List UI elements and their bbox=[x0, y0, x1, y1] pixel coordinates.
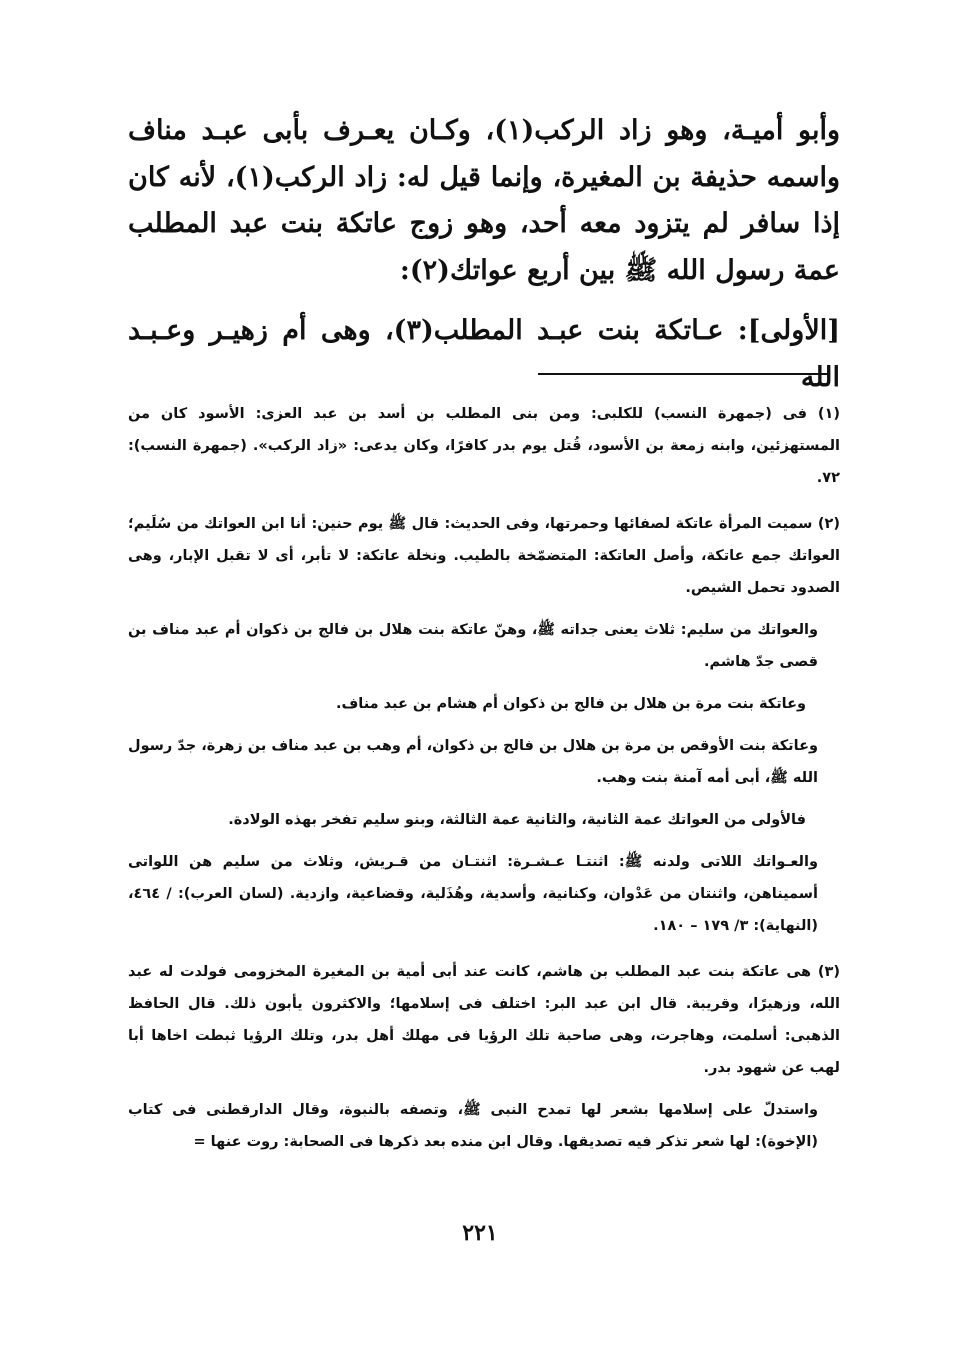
page-number: ٢٢١ bbox=[462, 1220, 498, 1246]
main-text bbox=[128, 108, 840, 401]
footnote-2-continuation: وعاتكة بنت الأوقص بن مرة بن هلال بن فالج بن ذكوان، أم وهب بن عبد مناف بن زهرة، جدّ رسول الله ﷺ، أبى أمه آمنة بنت وهب. bbox=[128, 738, 818, 786]
footnote-2-continuation: وعاتكة بنت مرة بن هلال بن فالج بن ذكوان أم هشام بن عبد مناف. bbox=[335, 696, 806, 712]
main-paragraph-1: وأبو أميـة، وهو زاد الركب(١)، وكـان يعـرف بأبى عبـد مناف واسمه حذيفة بن المغيرة، وإنما قيل له: زاد الركب(١)، لأنه كان إذا سافر لم يتزود معه أحد، وهو زوج عاتكة بنت عبد المطلب عمة رسول الله ﷺ بين أربع عواتك(٢): bbox=[128, 115, 841, 286]
main-paragraph-2: [الأولى]: عـاتكة بنت عبـد المطلب(٣)، وهى أم زهيـر وعـبـد الله bbox=[128, 315, 840, 393]
footnote-1: (١) فى (جمهرة النسب) للكلبى: ومن بنى المطلب بن أسد بن عبد العزى: الأسود كان من المستهزئين، وابنه زمعة بن الأسود، قُتل يوم بدر كافرًا، وكان يدعى: «زاد الركب». (جمهرة النسب): ٧٢. bbox=[128, 406, 840, 486]
footnote-2-continuation: فالأولى من العواتك عمة الثانية، والثانية عمة الثالثة، وبنو سليم تفخر بهذه الولادة. bbox=[228, 812, 806, 828]
footnote-2: (٢) سميت المرأة عاتكة لصفائها وحمرتها، وفى الحديث: قال ﷺ يوم حنين: أنا ابن العواتك من سُلَيم؛ العواتك جمع عاتكة، وأصل العاتكة: المتضمّخة بالطيب. ونخلة عاتكة: لا تأبر، أى لا تقبل الإبار، وهى الصدود تحمل الشيص. bbox=[128, 516, 840, 596]
footnote-2-continuation: والعـواتك اللاتى ولدنه ﷺ: اثنتـا عـشـرة: اثنتـان من قـريش، وثلاث من سليم هن اللواتى أسميناهن، واثنتان من عَدْوان، وكنانية، وأسدية، وهُذَلية، وقضاعية، وازدية. (لسان العرب): / ٤٦٤، (النهاية): ٣/ ١٧٩ – ١٨٠. bbox=[128, 854, 818, 934]
footnote-2-continuation: والعواتك من سليم: ثلاث يعنى جداته ﷺ، وهنّ عاتكة بنت هلال بن فالج بن ذكوان أم عبد مناف بن قصى جدّ هاشم. bbox=[128, 622, 818, 670]
footnote-3-continuation: واستدلّ على إسلامها بشعر لها تمدح النبى ﷺ، وتصفه بالنبوة، وقال الدارقطنى فى كتاب (الإخوة): لها شعر تذكر فيه تصديقها. وقال ابن منده بعد ذكرها فى الصحابة: روت عنها = bbox=[128, 1102, 818, 1150]
footnote-3: (٣) هى عاتكة بنت عبد المطلب بن هاشم، كانت عند أبى أمية بن المغيرة المخزومى فولدت له عبد الله، وزهيرًا، وقريبة. قال ابن عبد البر: اختلف فى إسلامها؛ والاكثرون يأبون ذلك. قال الحافظ الذهبى: أسلمت، وهاجرت، وهى صاحبة تلك الرؤيا فى مهلك أهل بدر، وتلك الرؤيا ثبطت اخاها أبا لهب عن شهود بدر. bbox=[128, 964, 840, 1076]
footnote-separator bbox=[538, 373, 830, 375]
footnotes bbox=[128, 398, 840, 1158]
